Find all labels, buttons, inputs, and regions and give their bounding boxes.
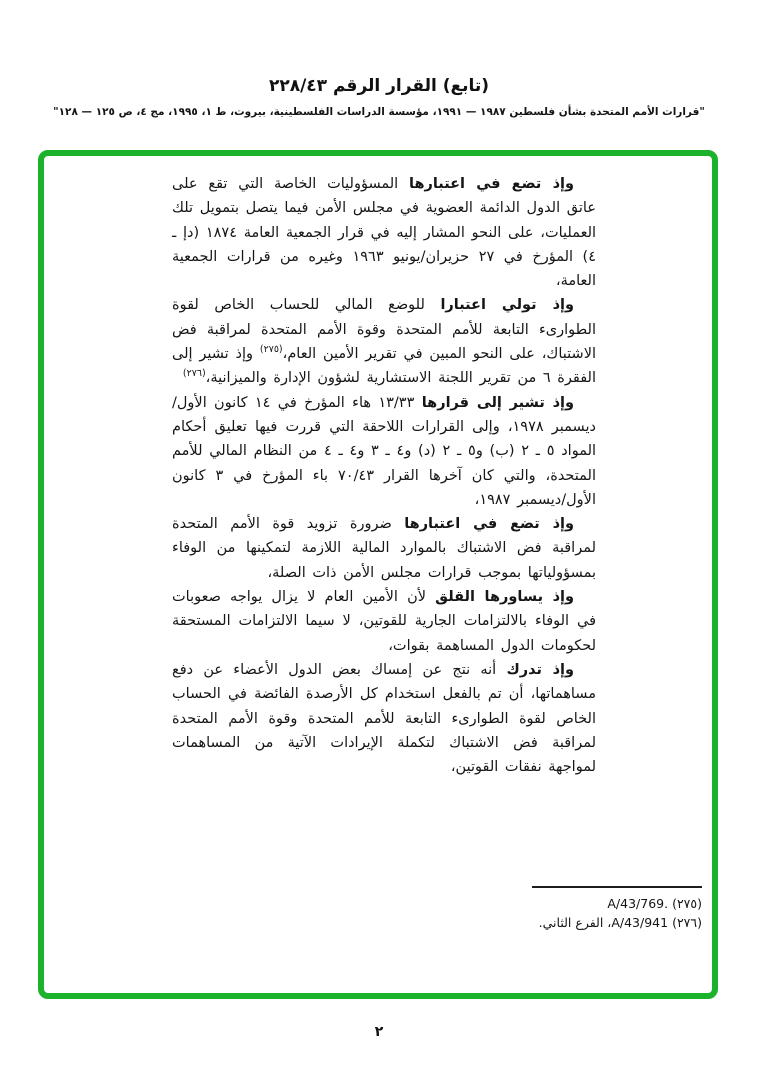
footnote-list [422,895,702,932]
footnotes-block [422,886,702,932]
paragraph-text: ضرورة تزويد قوة الأمم المتحدة لمراقبة فض الاشتباك بالموارد المالية اللازمة لتمكينها من الوفاء بمسؤولياتها بموجب قرارات مجلس الأمن ذات الصلة، [172,516,596,581]
preambular-paragraph [172,585,596,658]
paragraph-text: وإذ تدرك [506,661,574,678]
preambular-paragraph [172,512,596,585]
green-frame [38,150,718,999]
paragraph-text: للوضع المالي للحساب الخاص لقوة الطوارىء التابعة للأمم المتحدة وقوة الأمم المتحدة لمراقبة فض الاشتباك، على النحو المبين في تقرير الأمين العام، [172,297,596,363]
paragraph-text: وإذ تضع في اعتبارها [409,176,574,192]
footnote-ref-marker: (٢٧٦) [182,368,206,380]
paragraph-text: وإذ تولي اعتبارا [440,297,574,314]
paragraph-text: أنه نتج عن إمساك بعض الدول الأعضاء عن دفع مساهماتها، أن تم بالفعل استخدام كل الأرصدة الفائضة في الحساب الخاص لقوة الطوارىء التابعة للأمم المتحدة وقوة الأمم المتحدة لمراقبة فض الاشتباك لتكملة الإيرادات الآتية من المساهمات لمواجهة نفقات القوتين، [172,661,596,776]
paragraph-text: لأن الأمين العام لا يزال يواجه صعوبات في الوفاء بالالتزامات الجارية للقوتين، لا سيما الالتزامات المستحقة لحكومات الدول المساهمة بقوات، [172,589,596,654]
resolution-preamble [172,172,596,779]
footnote-marker: (٢٧٦) [668,914,702,930]
paragraph-text: وإذ تشير إلى قرارها [421,394,574,411]
source-citation: "قرارات الأمم المتحدة بشأن فلسطين ١٩٨٧ — ١٩٩١، مؤسسة الدراسات الفلسطينية، بيروت، ط ١، ١٩٩٥، مج ٤، ص ١٢٥ — ١٢٨" [53,106,705,118]
resolution-title: (تابع) القرار الرقم ٢٢٨/٤٣ [268,76,490,96]
footnote-reference: A/43/941 [611,914,669,930]
paragraph-text: وإذ تشير إلى الفقرة ٦ من تقرير اللجنة الاستشارية لشؤون الإدارة والميزانية، [172,346,596,387]
footnote [422,895,702,914]
paragraph-text: وإذ تضع في اعتبارها [404,516,575,533]
footnote-separator [532,886,702,888]
preambular-paragraph [172,172,596,293]
footnote-marker: (٢٧٥) [668,896,702,911]
footnote-ref-marker: (٢٧٥) [259,344,283,356]
footnote [422,914,702,933]
footnote-tail: ، الفرع الثاني. [538,914,612,930]
page-number: ٢ [374,1024,384,1040]
preambular-paragraph [172,658,596,779]
paragraph-text: وإذ يساورها القلق [435,589,575,606]
preambular-paragraph [172,293,596,390]
preambular-paragraph [172,391,596,512]
paragraph-text: المسؤوليات الخاصة التي تقع على عاتق الدول الدائمة العضوية في مجلس الأمن فيما يتصل بتمويل تلك العمليات، على النحو المشار إليه في قرار الجمعية العامة ١٨٧٤ (دإ ـ ٤) المؤرخ في ٢٧ حزيران/يونيو ١٩٦٣ وغيره من قرارات الجمعية العامة، [172,176,597,290]
footnote-reference: A/43/769. [607,896,669,911]
paragraph-text: ١٣/٣٣ هاء المؤرخ في ١٤ كانون الأول/ديسمبر ١٩٧٨، وإلى القرارات اللاحقة التي قررت فيها تعليق أحكام المواد ٥ ـ ٢ (ب) و٥ ـ ٢ (د) و٤ ـ ٣ و٤ ـ ٤ من النظام المالي للأمم المتحدة، والتي كان آخرها القرار ٧٠/٤٣ باء المؤرخ في ٣ كانون الأول/ديسمبر ١٩٨٧، [172,394,597,508]
